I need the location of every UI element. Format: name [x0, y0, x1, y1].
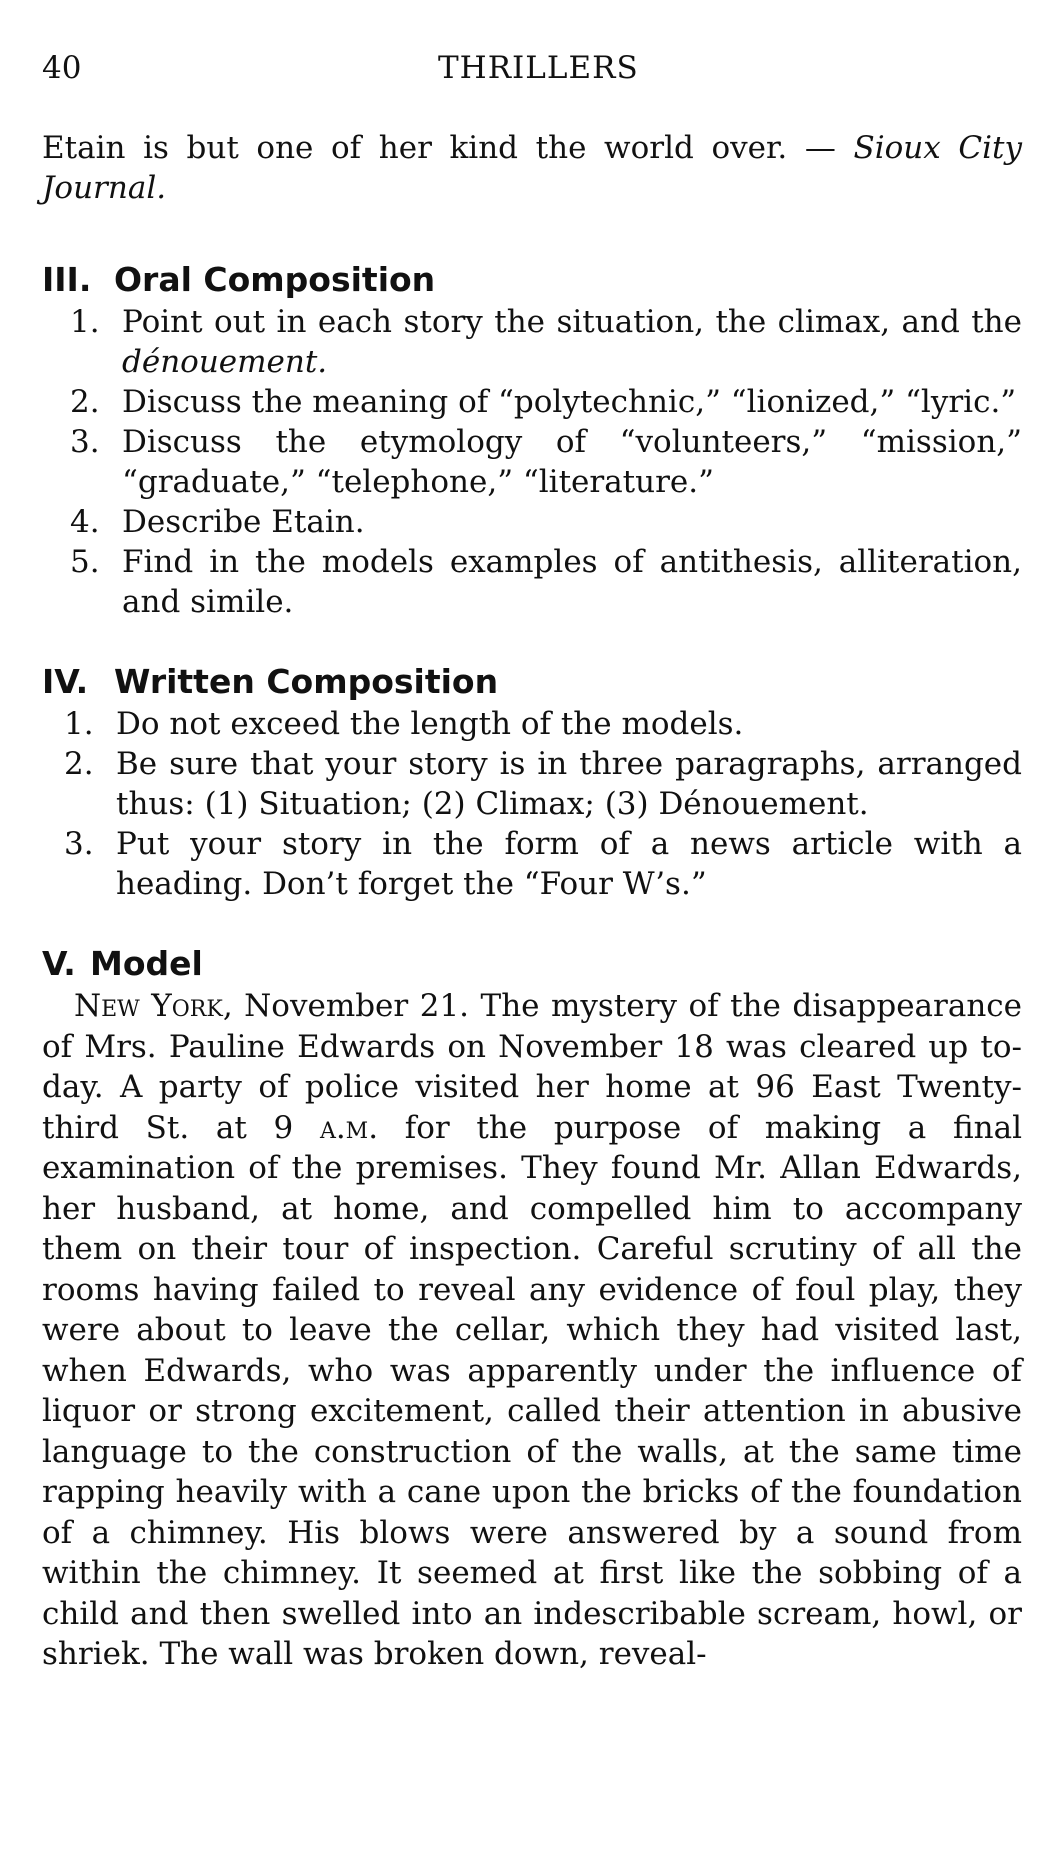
- item-number: 2.: [70, 384, 100, 420]
- list-item: [42, 542, 1022, 622]
- model-article: [42, 986, 1022, 1675]
- running-title: THRILLERS: [438, 50, 639, 86]
- list-item: [42, 744, 1022, 824]
- list-item: [42, 502, 1022, 542]
- list-item: [42, 382, 1022, 422]
- list-item: [42, 704, 1022, 744]
- item-emphasis: dénouement.: [122, 344, 328, 380]
- written-composition-list: [42, 704, 1022, 904]
- item-number: 3.: [70, 424, 100, 460]
- list-item: [42, 302, 1022, 382]
- oral-composition-list: [42, 302, 1022, 622]
- item-text: Find in the models examples of antithesis, alliteration, and simile.: [122, 544, 1022, 620]
- section-title: Model: [90, 944, 203, 983]
- carryover-text: Etain is but one of her kind the world over. —: [42, 130, 836, 166]
- item-text: Discuss the etymology of “volunteers,” “mission,” “graduate,” “telephone,” “literature.”: [122, 424, 1022, 500]
- item-number: 2.: [64, 746, 94, 782]
- item-number: 1.: [64, 706, 94, 742]
- time-abbreviation: a.m.: [319, 1109, 379, 1146]
- section-title: Oral Composition: [114, 260, 436, 299]
- item-text: Be sure that your story is in three paragraphs, arranged thus: (1) Situation; (2) Climax; (3) Dénouement.: [116, 746, 1022, 822]
- item-text: Point out in each story the situation, the climax, and the: [122, 304, 1022, 340]
- item-text: Discuss the meaning of “polytechnic,” “lionized,” “lyric.”: [122, 384, 1017, 420]
- section-numeral: IV.: [42, 662, 89, 701]
- list-item: [42, 824, 1022, 904]
- item-number: 5.: [70, 544, 100, 580]
- item-text: Describe Etain.: [122, 504, 365, 540]
- page-body: [42, 128, 1022, 1675]
- item-number: 3.: [64, 826, 94, 862]
- model-text-part2: for the purpose of making a final examination of the premises. They found Mr. Allan Edwards, her husband, at home, and compelled him to accompany them on their tour of inspection. Careful scrutiny of all the rooms having failed to reveal any evidence of foul play, they were about to leave the cellar, which they had visited last, when Edwards, who was apparently under the influence of liquor or strong excitement, called their attention in abusive language to the construction of the walls, at the same time rapping heavily with a cane upon the bricks of the foundation of a chimney. His blows were answered by a sound from within the chimney. It seemed at first like the sobbing of a child and then swelled into an indescribable scream, howl, or shriek. The wall was broken down, reveal-: [42, 1109, 1022, 1672]
- item-number: 1.: [70, 304, 100, 340]
- section-heading-oral-composition: [42, 258, 1022, 302]
- item-text: Put your story in the form of a news article with a heading. Don’t forget the “Four W’s.”: [116, 826, 1022, 902]
- carryover-source: Sioux City Journal.: [42, 130, 1022, 206]
- section-heading-model: [42, 942, 1022, 986]
- dateline: New York: [74, 988, 223, 1024]
- section-numeral: III.: [42, 260, 92, 299]
- carryover-paragraph: [42, 128, 1022, 208]
- list-item: [42, 422, 1022, 502]
- running-head: [42, 50, 1022, 92]
- model-text-part1: , November 21. The mystery of the disappearance of Mrs. Pauline Edwards on November 18 was cleared up to-day. A party of police visited her home at 96 East Twenty-third St. at 9: [42, 988, 1023, 1146]
- section-heading-written-composition: [42, 660, 1022, 704]
- section-numeral: V.: [42, 944, 76, 983]
- section-title: Written Composition: [114, 662, 499, 701]
- page-number: 40: [42, 50, 82, 86]
- item-text: Do not exceed the length of the models.: [116, 706, 744, 742]
- item-number: 4.: [70, 504, 100, 540]
